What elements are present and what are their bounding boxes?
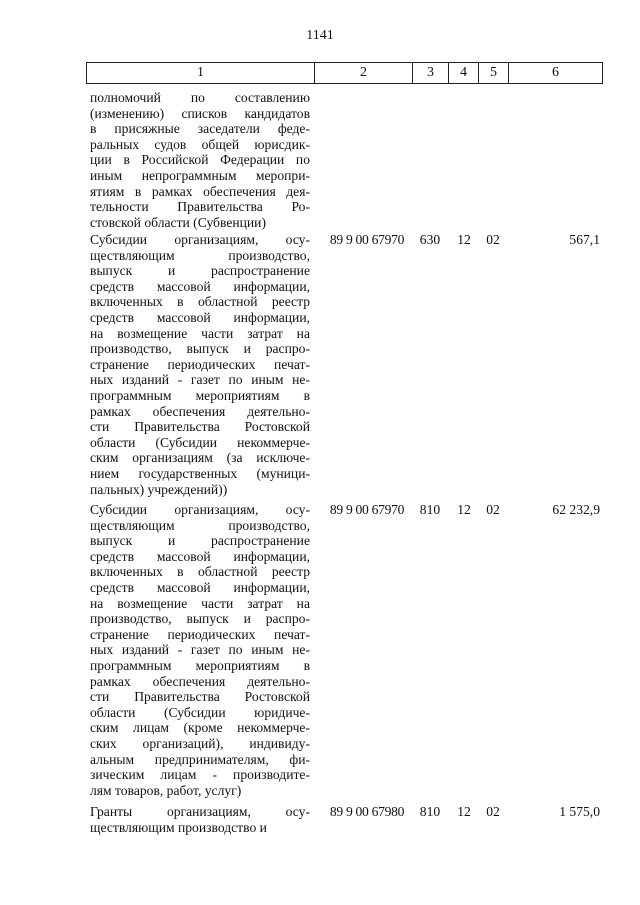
description-line: рамках обеспечения деятельно-	[90, 403, 310, 419]
row-col5: 02	[486, 232, 500, 247]
column-header-1: 1	[87, 63, 315, 83]
row-description	[90, 502, 310, 798]
row-description	[90, 90, 310, 230]
description-line: ных изданий - газет по иным не-	[90, 372, 310, 388]
description-line: ским организациям (за исключе-	[90, 450, 310, 466]
row-col4: 12	[457, 232, 471, 247]
description-line: сти Правительства Ростовской	[90, 689, 310, 705]
row-amount: 567,1	[569, 232, 600, 247]
row-col5: 02	[486, 804, 500, 819]
description-line: средств массовой информации,	[90, 548, 310, 564]
description-line: включенных в областной реестр	[90, 564, 310, 580]
description-line: средств массовой информации,	[90, 278, 310, 294]
description-line: пальных) учреждений))	[90, 481, 228, 497]
description-line: странение периодических печат-	[90, 626, 310, 642]
row-col4: 12	[457, 804, 471, 819]
description-line: зическим лицам - производите-	[90, 767, 310, 783]
row-amount: 1 575,0	[559, 804, 600, 819]
description-line: Субсидии организациям, осу-	[90, 502, 310, 517]
description-line: альным предпринимателям, фи-	[90, 751, 310, 767]
description-line: на возмещение части затрат на	[90, 595, 310, 611]
description-line: сти Правительства Ростовской	[90, 419, 310, 435]
table-header	[86, 62, 603, 84]
row-code: 89 9 00 67970	[329, 502, 405, 517]
row-col3: 810	[419, 804, 441, 819]
description-line: программным мероприятиям в	[90, 387, 310, 403]
row-code: 89 9 00 67980	[329, 804, 405, 819]
description-line: средств массовой информации,	[90, 309, 310, 325]
description-line: рамках обеспечения деятельно-	[90, 673, 310, 689]
column-header-4: 4	[449, 63, 479, 83]
row-description	[90, 804, 310, 835]
column-header-6: 6	[552, 65, 559, 80]
column-header-2: 2	[315, 63, 413, 83]
description-line: включенных в областной реестр	[90, 294, 310, 310]
description-line: на возмещение части затрат на	[90, 325, 310, 341]
description-line: программным мероприятиям в	[90, 657, 310, 673]
description-line: тельности Правительства Ро-	[90, 199, 310, 215]
description-line: лям товаров, работ, услуг)	[90, 782, 242, 798]
description-line: ществляющим производство и	[90, 819, 267, 835]
description-line: ятиям в рамках обеспечения дея-	[90, 183, 310, 199]
description-line: выпуск и распространение	[90, 533, 310, 549]
description-line: ции в Российской Федерации по	[90, 152, 310, 168]
description-line: стовской области (Субвенции)	[90, 214, 266, 230]
description-line: Субсидии организациям, осу-	[90, 232, 310, 247]
description-line: производство, выпуск и распро-	[90, 341, 310, 357]
row-code: 89 9 00 67970	[329, 232, 405, 247]
description-line: полномочий по составлению	[90, 90, 310, 105]
description-line: ществляющим производство,	[90, 247, 310, 263]
description-line: выпуск и распространение	[90, 263, 310, 279]
row-col5: 02	[486, 502, 500, 517]
description-line: ских организаций), индивиду-	[90, 735, 310, 751]
description-line: ральных судов общей юрисдик-	[90, 136, 310, 152]
row-description	[90, 232, 310, 497]
description-line: области (Субсидии юридиче-	[90, 704, 310, 720]
row-col3: 810	[419, 502, 441, 517]
description-line: нием государственных (муници-	[90, 465, 310, 481]
column-header-3: 3	[413, 63, 449, 83]
description-line: странение периодических печат-	[90, 356, 310, 372]
description-line: области (Субсидии некоммерче-	[90, 434, 310, 450]
description-line: производство, выпуск и распро-	[90, 611, 310, 627]
row-amount: 62 232,9	[552, 502, 600, 517]
description-line: иным непрограммным меропри-	[90, 167, 310, 183]
row-col4: 12	[457, 502, 471, 517]
row-col3: 630	[419, 232, 441, 247]
description-line: ных изданий - газет по иным не-	[90, 642, 310, 658]
description-line: Гранты организациям, осу-	[90, 804, 310, 819]
description-line: (изменению) списков кандидатов	[90, 105, 310, 121]
description-line: средств массовой информации,	[90, 579, 310, 595]
description-line: ским лицам (кроме некоммерче-	[90, 720, 310, 736]
description-line: в присяжные заседатели феде-	[90, 121, 310, 137]
description-line: ществляющим производство,	[90, 517, 310, 533]
page-number: 1141	[306, 28, 334, 43]
column-header-5: 5	[479, 63, 509, 83]
